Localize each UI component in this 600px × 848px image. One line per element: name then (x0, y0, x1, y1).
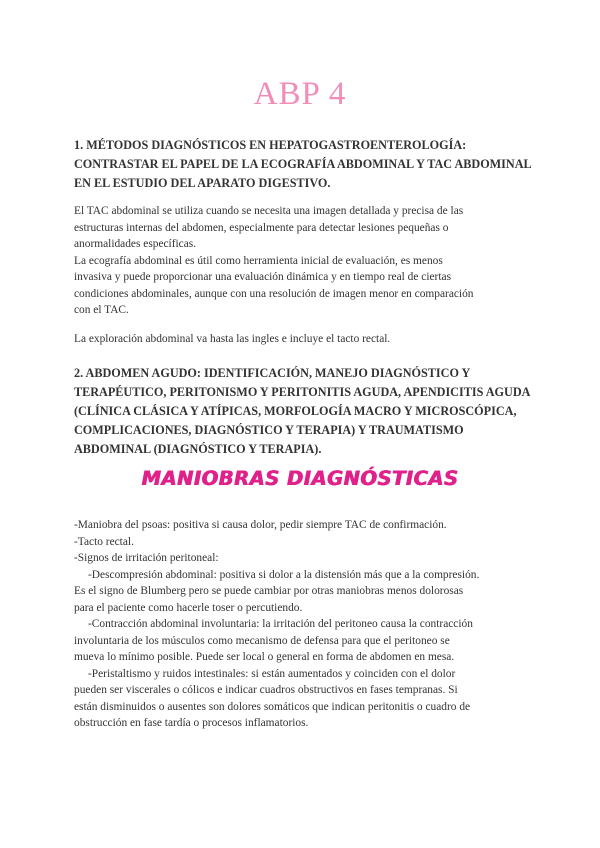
heading-line: (CLÍNICA CLÁSICA Y ATÍPICAS, MORFOLOGÍA MACRO Y MICROSCÓPICA, (74, 404, 517, 418)
maniobras-subtitle: MANIOBRAS DIAGNÓSTICAS (141, 467, 459, 490)
heading-line: ABDOMINAL (DIAGNÓSTICO Y TERAPIA). (74, 442, 322, 456)
section2-heading (74, 364, 544, 459)
text-line: están disminuidos o ausentes son dolores somáticos que indican peritonitis o cuadro de (74, 700, 471, 713)
text-line: condiciones abdominales, aunque con una resolución de imagen menor en comparación (74, 287, 474, 300)
page-title: ABP 4 (253, 76, 347, 112)
text-line: con el TAC. (74, 304, 129, 316)
text-line: pueden ser viscerales o cólicos e indicar cuadros obstructivos en fases tempranas. Si (74, 684, 458, 696)
text-line: involuntaria de los músculos como mecanismo de defensa para que el peritoneo se (74, 634, 450, 647)
list-item: -Contracción abdominal involuntaria: la irritación del peritoneo causa la contracción (88, 618, 473, 630)
text-line: anormalidades específicas. (74, 238, 197, 250)
heading-line: COMPLICACIONES, DIAGNÓSTICO Y TERAPIA) Y TRAUMATISMO (74, 423, 464, 437)
text-line: La exploración abdominal va hasta las ingles e incluye el tacto rectal. (74, 333, 391, 345)
heading-line: TERAPÉUTICO, PERITONISMO Y PERITONITIS AGUDA, APENDICITIS AGUDA (74, 385, 531, 399)
text-line: estructuras internas del abdomen, especialmente para detectar lesiones pequeñas o (74, 221, 449, 234)
section1-paragraph (74, 203, 544, 319)
list-item: -Peristaltismo y ruidos intestinales: si están aumentados y coinciden con el dolor (88, 667, 456, 680)
text-line: invasiva y puede proporcionar una evaluación dinámica y en tiempo real de ciertas (74, 271, 452, 283)
text-line: La ecografía abdominal es útil como herramienta inicial de evaluación, es menos (74, 254, 443, 267)
heading-line: EN EL ESTUDIO DEL APARATO DIGESTIVO. (74, 176, 331, 190)
heading-line: 2. ABDOMEN AGUDO: IDENTIFICACIÓN, MANEJO DIAGNÓSTICO Y (74, 366, 471, 380)
text-line: mueva lo mínimo posible. Puede ser local o general en forma de abdomen en mesa. (74, 651, 455, 663)
list-item: -Signos de irritación peritoneal: (74, 552, 219, 564)
text-line: Es el signo de Blumberg pero se puede cambiar por otras maniobras menos dolorosas (74, 585, 464, 597)
heading-line: CONTRASTAR EL PAPEL DE LA ECOGRAFÍA ABDOMINAL Y TAC ABDOMINAL (74, 157, 532, 171)
list-item: -Descompresión abdominal: positiva si dolor a la distensión más que a la compresión. (88, 568, 480, 581)
text-line: para el paciente como hacerle toser o percutiendo. (74, 601, 303, 614)
maniobras-list (74, 517, 544, 732)
list-item: -Tacto rectal. (74, 535, 134, 548)
section1-heading (74, 136, 544, 193)
section1-note (74, 331, 544, 348)
heading-line: 1. MÉTODOS DIAGNÓSTICOS EN HEPATOGASTROENTEROLOGÍA: (74, 138, 467, 152)
text-line: obstrucción en fase tardía o procesos inflamatorios. (74, 717, 309, 729)
text-line: El TAC abdominal se utiliza cuando se necesita una imagen detallada y precisa de las (74, 205, 464, 217)
list-item: -Maniobra del psoas: positiva si causa dolor, pedir siempre TAC de confirmación. (74, 519, 447, 531)
